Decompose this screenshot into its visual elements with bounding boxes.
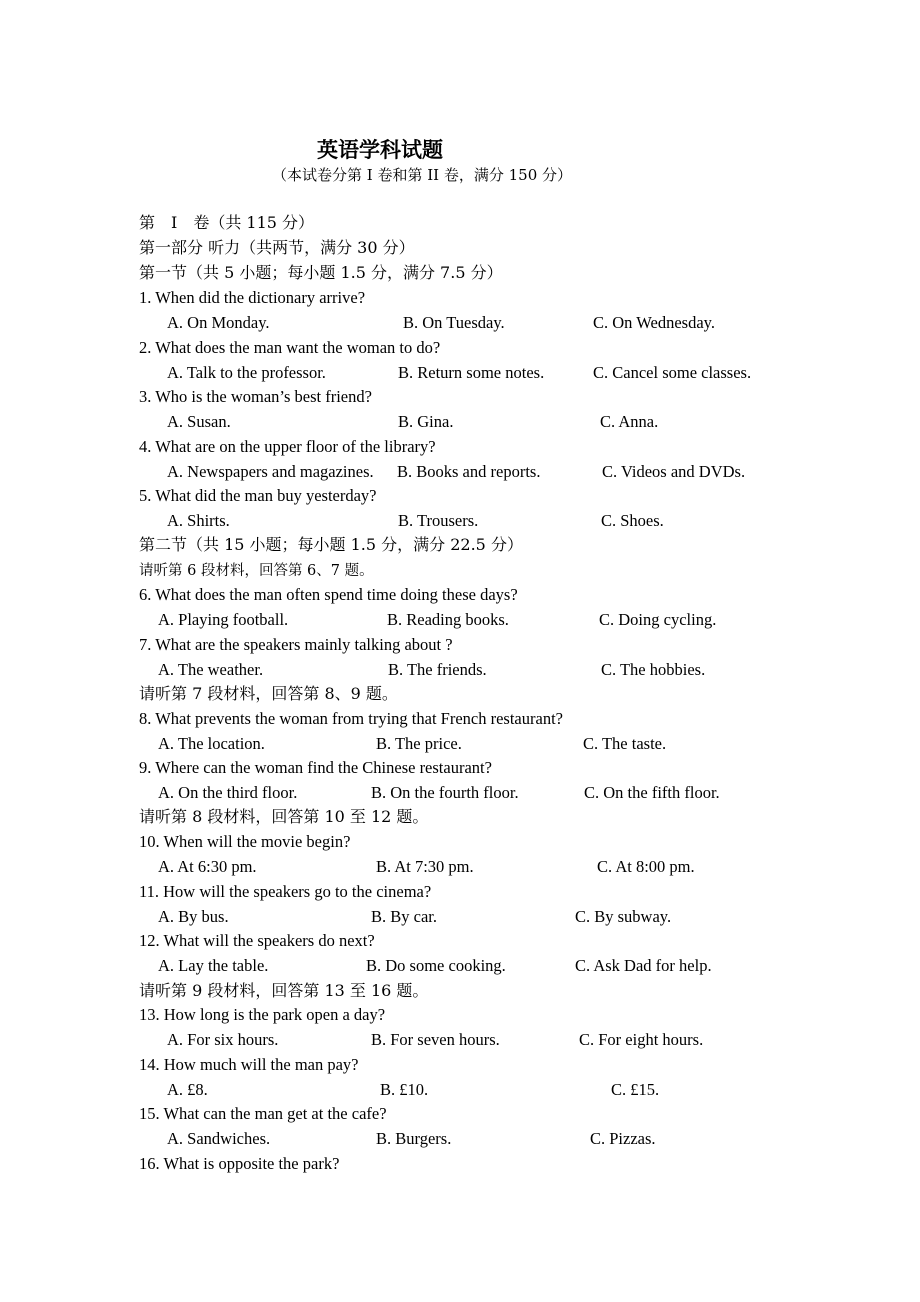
option-a: A. For six hours. [167, 1030, 279, 1049]
option-a: A. Susan. [167, 412, 231, 431]
option-b: B. By car. [371, 907, 437, 926]
option-a: A. By bus. [158, 907, 229, 926]
question-text: 5. What did the man buy yesterday? [139, 486, 377, 505]
question-text: 2. What does the man want the woman to do? [139, 338, 441, 357]
question-text: 16. What is opposite the park? [139, 1154, 340, 1173]
question-text: 9. Where can the woman find the Chinese restaurant? [139, 758, 492, 777]
option-c: C. Cancel some classes. [593, 363, 752, 382]
option-a: A. Sandwiches. [167, 1129, 271, 1148]
option-b: B. £10. [380, 1080, 429, 1099]
option-b: B. On Tuesday. [403, 313, 505, 332]
question-text: 14. How much will the man pay? [139, 1055, 359, 1074]
part-heading: 第一部分 听力（共两节，满分 30 分） [139, 238, 415, 257]
option-c: C. The taste. [583, 734, 667, 753]
option-b: B. Books and reports. [397, 462, 541, 481]
section-heading: 第二节（共 15 小题；每小题 1.5 分，满分 22.5 分） [139, 535, 523, 554]
option-b: B. The friends. [388, 660, 487, 679]
section-heading: 第一节（共 5 小题；每小题 1.5 分，满分 7.5 分） [139, 263, 503, 282]
option-b: B. On the fourth floor. [371, 783, 519, 802]
option-b: B. Trousers. [398, 511, 479, 530]
option-a: A. The weather. [158, 660, 264, 679]
option-c: C. Pizzas. [590, 1129, 656, 1148]
option-c: C. Anna. [600, 412, 659, 431]
option-b: B. At 7:30 pm. [376, 857, 474, 876]
option-c: C. For eight hours. [579, 1030, 704, 1049]
option-b: B. Return some notes. [398, 363, 545, 382]
question-text: 7. What are the speakers mainly talking about ? [139, 635, 453, 654]
listening-instruction: 请听第 7 段材料，回答第 8、9 题。 [139, 684, 398, 703]
question-text: 8. What prevents the woman from trying that French restaurant? [139, 709, 563, 728]
option-b: B. For seven hours. [371, 1030, 500, 1049]
option-a: A. £8. [167, 1080, 208, 1099]
question-text: 11. How will the speakers go to the cinema? [139, 882, 432, 901]
exam-subtitle: （本试卷分第 I 卷和第 II 卷，满分 150 分） [271, 166, 573, 184]
option-a: A. Lay the table. [158, 956, 269, 975]
option-b: B. Burgers. [376, 1129, 452, 1148]
question-text: 10. When will the movie begin? [139, 832, 351, 851]
option-a: A. On the third floor. [158, 783, 298, 802]
option-c: C. By subway. [575, 907, 672, 926]
question-text: 15. What can the man get at the cafe? [139, 1104, 387, 1123]
option-c: C. £15. [611, 1080, 660, 1099]
option-c: C. At 8:00 pm. [597, 857, 695, 876]
option-b: B. The price. [376, 734, 462, 753]
question-text: 3. Who is the woman’s best friend? [139, 387, 372, 406]
option-a: A. Playing football. [158, 610, 289, 629]
question-text: 4. What are on the upper floor of the library? [139, 437, 436, 456]
question-text: 1. When did the dictionary arrive? [139, 288, 366, 307]
option-a: A. Newspapers and magazines. [167, 462, 374, 481]
option-c: C. Shoes. [601, 511, 664, 530]
question-text: 6. What does the man often spend time doing these days? [139, 585, 518, 604]
listening-instruction: 请听第 6 段材料，回答第 6、7 题。 [139, 563, 374, 579]
option-c: C. On the fifth floor. [584, 783, 720, 802]
option-c: C. Videos and DVDs. [602, 462, 746, 481]
listening-instruction: 请听第 9 段材料，回答第 13 至 16 题。 [139, 981, 429, 1000]
question-text: 12. What will the speakers do next? [139, 931, 375, 950]
option-c: C. The hobbies. [601, 660, 706, 679]
option-a: A. The location. [158, 734, 265, 753]
option-a: A. Shirts. [167, 511, 230, 530]
listening-instruction: 请听第 8 段材料，回答第 10 至 12 题。 [139, 807, 429, 826]
question-text: 13. How long is the park open a day? [139, 1005, 386, 1024]
option-b: B. Do some cooking. [366, 956, 506, 975]
option-c: C. Ask Dad for help. [575, 956, 712, 975]
option-c: C. On Wednesday. [593, 313, 715, 332]
option-c: C. Doing cycling. [599, 610, 717, 629]
option-a: A. On Monday. [167, 313, 270, 332]
option-b: B. Reading books. [387, 610, 509, 629]
option-a: A. Talk to the professor. [167, 363, 326, 382]
option-b: B. Gina. [398, 412, 454, 431]
exam-title: 英语学科试题 [317, 137, 443, 162]
volume-heading: 第 Ⅰ 卷（共 115 分） [139, 213, 315, 232]
option-a: A. At 6:30 pm. [158, 857, 257, 876]
